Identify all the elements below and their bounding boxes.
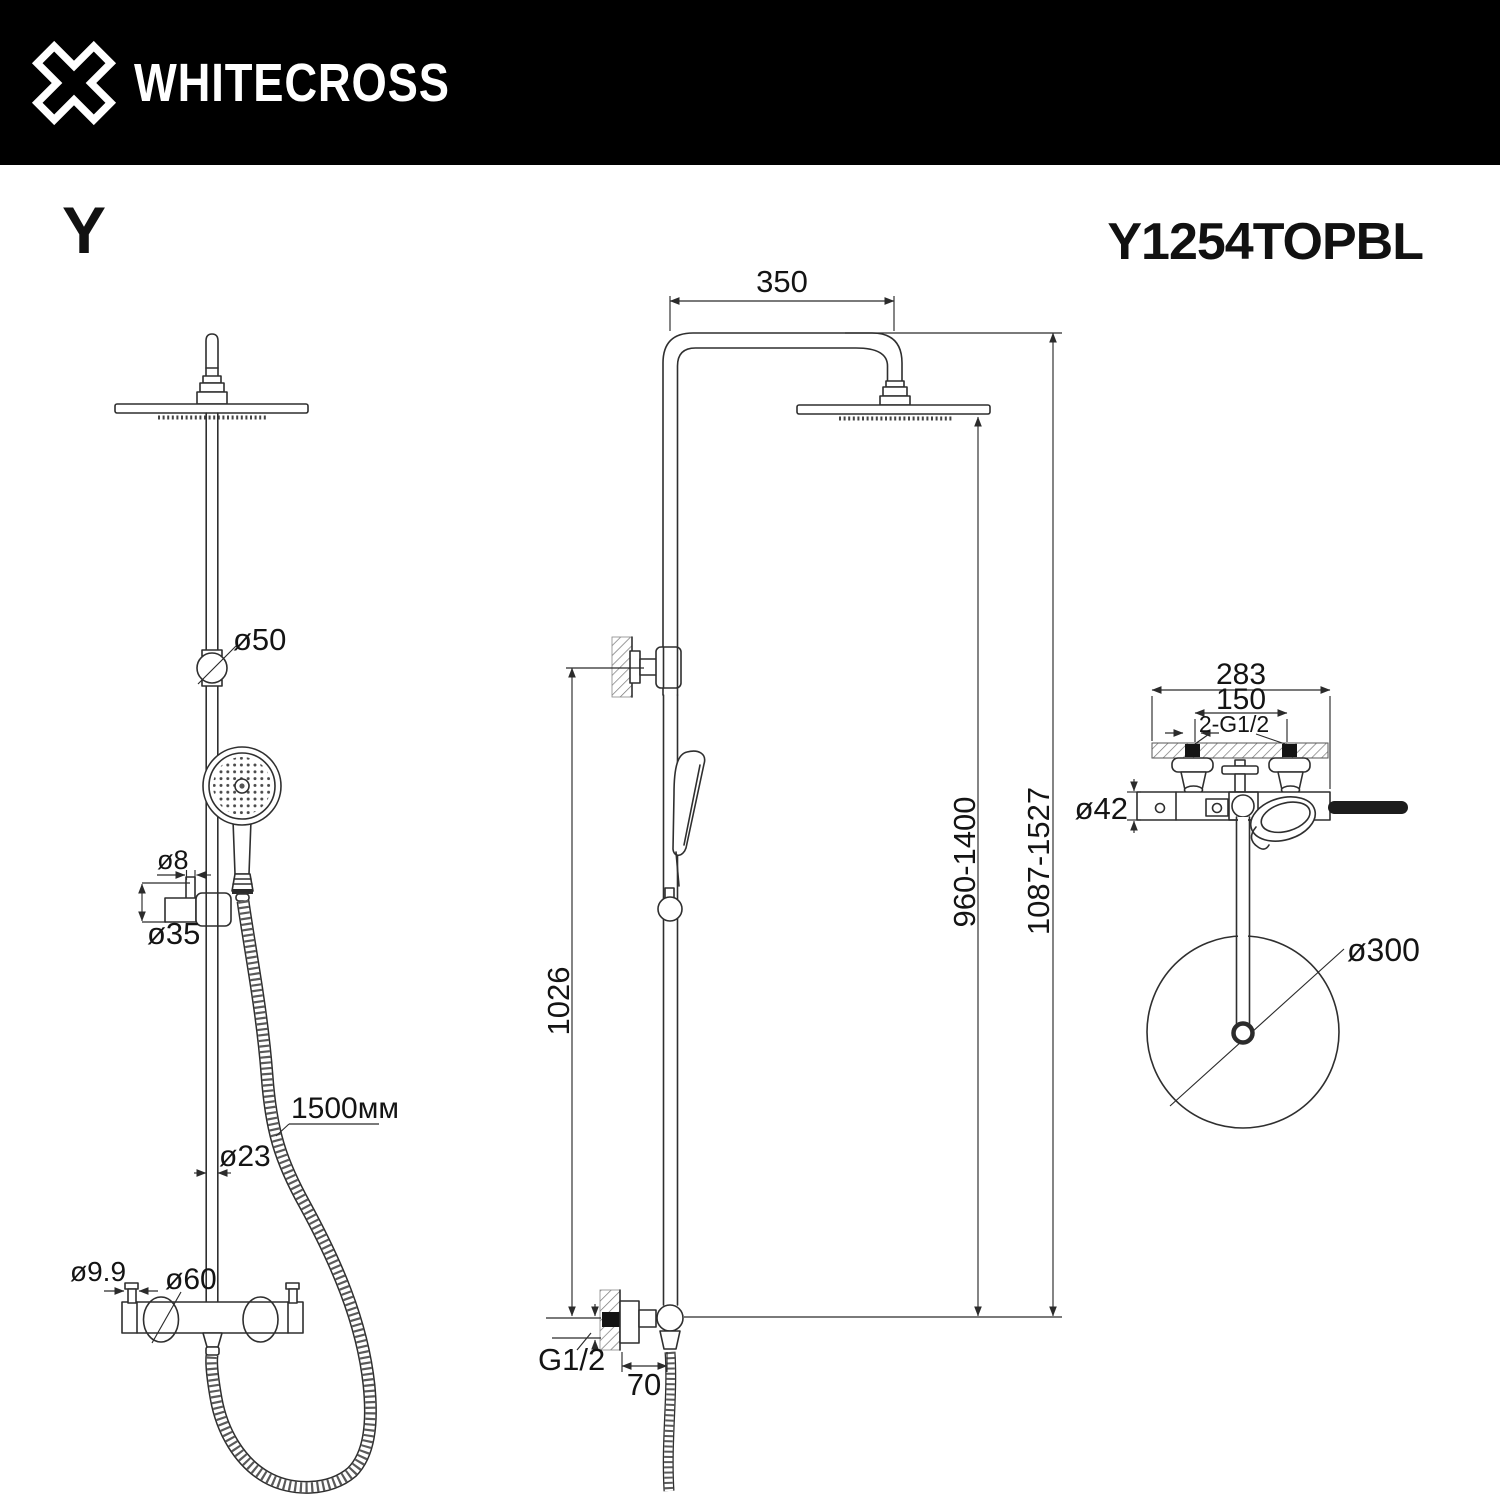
dim-inlet-spacing: 150 — [1215, 683, 1267, 716]
dim-bar-height: 1026 — [541, 966, 576, 1036]
dim-body-width: 283 — [1215, 658, 1267, 691]
ball-joint — [197, 646, 236, 686]
dim-inlet-thread: 2-G1/2 — [1198, 711, 1270, 737]
rain-head-top — [1147, 817, 1344, 1128]
dim-hose-length: 1500мм — [291, 1092, 399, 1125]
dim-bracket-pin: ø8 — [157, 845, 189, 875]
dim-wall-thread: G1/2 — [538, 1342, 606, 1377]
dim-wall-offset: 70 — [626, 1367, 662, 1402]
dim-head-height-range: 960-1400 — [947, 796, 982, 928]
dim-total-height-range: 1087-1527 — [1021, 786, 1056, 936]
dim-arm-reach: 350 — [756, 264, 808, 299]
side-dimensions — [538, 264, 1062, 1402]
wall-bracket — [612, 637, 681, 697]
shower-hose — [212, 901, 371, 1487]
series-label: Y — [62, 193, 107, 267]
handle-lever-top — [1328, 801, 1408, 814]
hand-shower-front — [203, 747, 281, 901]
model-number: Y1254TOPBL — [1107, 213, 1423, 271]
brand-name: WHITECROSS — [134, 52, 450, 113]
rain-head-side — [797, 405, 990, 414]
dim-body-depth: ø42 — [1074, 791, 1128, 826]
inlet-left — [1185, 744, 1200, 757]
dim-bracket-diameter: ø35 — [147, 916, 201, 951]
dim-mixer-pin: ø9.9 — [70, 1256, 127, 1287]
top-view — [1075, 658, 1420, 1128]
inlet-right — [1282, 744, 1297, 757]
dim-knob-diameter: ø60 — [165, 1263, 217, 1296]
side-view — [538, 264, 1062, 1491]
rain-head-front — [115, 404, 308, 413]
front-view — [70, 334, 399, 1487]
hand-shower-side — [658, 751, 705, 921]
front-dimensions — [70, 622, 399, 1343]
dim-ball-diameter: ø50 — [233, 622, 287, 657]
dim-head-diameter: ø300 — [1347, 932, 1420, 968]
dim-pipe-diameter: ø23 — [219, 1140, 271, 1173]
